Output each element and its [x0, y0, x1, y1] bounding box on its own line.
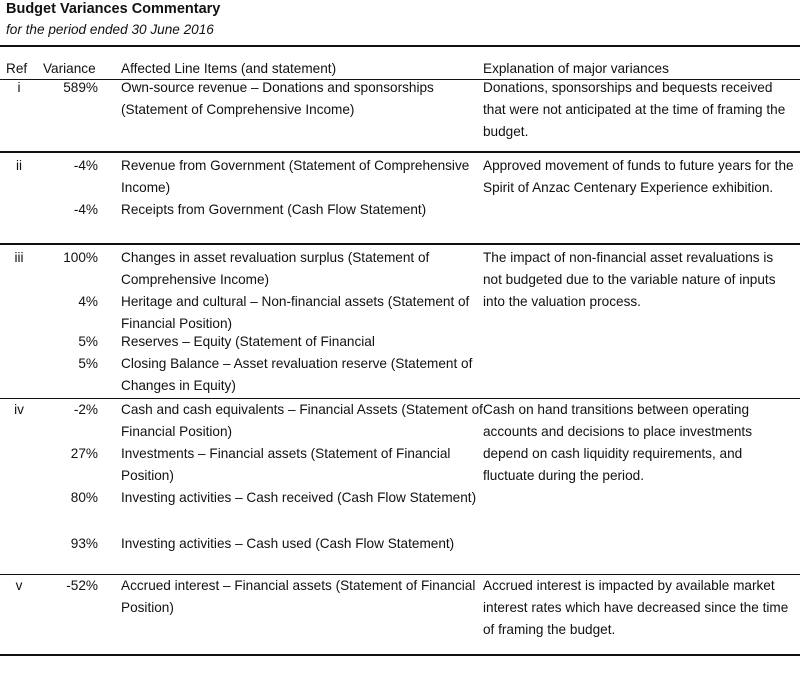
- row-ref: ii: [15, 158, 23, 173]
- row-variance: -4%: [73, 158, 98, 173]
- row-variance: 589%: [63, 80, 98, 95]
- row-explanation: Accrued interest is impacted by available market interest rates which have decreased since the time of framing the budget.: [483, 578, 789, 637]
- column-header-explanation: Explanation of major variances: [483, 61, 669, 76]
- row-variance: 5%: [78, 334, 98, 349]
- table-bottom-rule: [0, 654, 800, 656]
- row-line-item: Closing Balance – Asset revaluation reserve (Statement of Changes in Equity): [121, 356, 473, 393]
- row-explanation: Cash on hand transitions between operating accounts and decisions to place investments depend on cash liquidity requirements, and fluctuate during the period.: [483, 402, 753, 483]
- header-top-rule: [0, 45, 800, 47]
- row-line-item: Own-source revenue – Donations and sponsorships (Statement of Comprehensive Income): [121, 80, 434, 117]
- row-ref: v: [15, 578, 23, 593]
- row-line-item: Heritage and cultural – Non-financial assets (Statement of Financial Position): [121, 294, 470, 331]
- row-explanation: Approved movement of funds to future years for the Spirit of Anzac Centenary Experience exhibition.: [483, 158, 794, 195]
- row-line-item: Reserves – Equity (Statement of Financial: [121, 334, 375, 349]
- column-header-items: Affected Line Items (and statement): [121, 61, 337, 76]
- row-explanation: The impact of non-financial asset revaluations is not budgeted due to the variable nature of inputs into the valuation process.: [483, 250, 776, 309]
- row-variance: 80%: [70, 490, 98, 505]
- row-variance: 100%: [63, 250, 98, 265]
- row-ref: iii: [14, 250, 24, 265]
- row-variance: 5%: [78, 356, 98, 371]
- row-line-item: Accrued interest – Financial assets (Statement of Financial Position): [121, 578, 476, 615]
- row-variance: 4%: [78, 294, 98, 309]
- column-header-variance: Variance: [43, 61, 96, 76]
- row-ref: i: [17, 80, 21, 95]
- row-line-item: Investments – Financial assets (Statement of Financial Position): [121, 446, 451, 483]
- row-divider: [0, 243, 800, 245]
- row-variance: -4%: [73, 202, 98, 217]
- row-variance: -2%: [73, 402, 98, 417]
- row-explanation: Donations, sponsorships and bequests received that were not anticipated at the time of framing the budget.: [483, 80, 786, 139]
- document-subtitle: for the period ended 30 June 2016: [6, 22, 214, 37]
- row-variance: -52%: [66, 578, 98, 593]
- row-divider: [0, 151, 800, 153]
- row-line-item: Changes in asset revaluation surplus (Statement of Comprehensive Income): [121, 250, 430, 287]
- row-line-item: Revenue from Government (Statement of Comprehensive Income): [121, 158, 470, 195]
- column-header-ref: Ref: [6, 61, 28, 76]
- row-line-item: Investing activities – Cash used (Cash Flow Statement): [121, 536, 455, 551]
- row-ref: iv: [14, 402, 24, 417]
- row-line-item: Investing activities – Cash received (Cash Flow Statement): [121, 490, 477, 505]
- row-line-item: Cash and cash equivalents – Financial Assets (Statement of Financial Position): [121, 402, 483, 439]
- document-title: Budget Variances Commentary: [6, 1, 221, 17]
- row-variance: 27%: [70, 446, 98, 461]
- row-line-item: Receipts from Government (Cash Flow Statement): [121, 202, 427, 217]
- row-variance: 93%: [70, 536, 98, 551]
